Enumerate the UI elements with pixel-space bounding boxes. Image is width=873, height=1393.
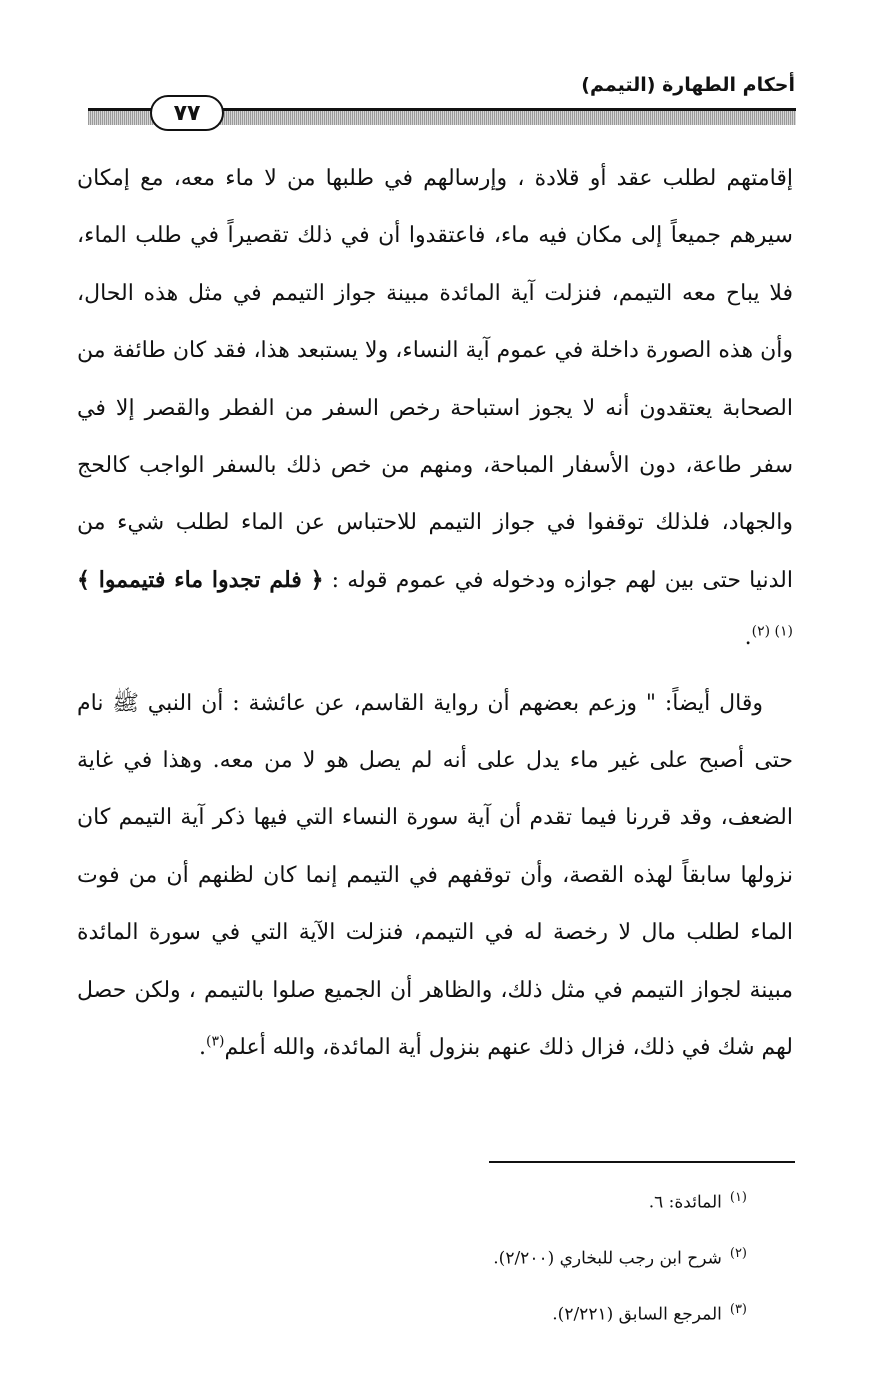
body-text [77, 150, 793, 1077]
footnotes [147, 1180, 747, 1348]
paragraph-2-text: وقال أيضاً: " وزعم بعضهم أن رواية القاسم، عن عائشة : أن النبي ﷺ نام حتى أصبح على غير ماء يدل على أنه لم يصل هو لا من معه. وهذا في غاية الضعف، وقد قررنا فيما تقدم أن آية سورة النساء التي فيها ذكر آية التيمم كان نزولها سابقاً لهذه القصة، وأن توقفهم في التيمم إنما كان لظنهم أن من فوت الماء لطلب مال لا رخصة له في التيمم، فنزلت الآية التي في سورة المائدة مبينة لجواز التيمم في مثل ذلك، والظاهر أن الجميع صلوا بالتيمم ، ولكن حصل لهم شك في ذلك، فزال ذلك عنهم بنزول أية المائدة، والله أعلم [77, 690, 794, 1061]
footnote-2-marker: (٢) [729, 1246, 747, 1261]
footnote-2 [147, 1236, 747, 1292]
footnote-1 [147, 1180, 747, 1236]
footnote-refs-1-2: (١) (٢) [751, 623, 793, 640]
running-title: أحكام الطهارة (التيمم) [581, 74, 795, 96]
paragraph-1-end: . [744, 625, 752, 651]
footnote-3-marker: (٣) [729, 1302, 747, 1317]
footnote-3-text: المرجع السابق (٢/٢٢١). [552, 1304, 722, 1325]
footnote-2-text: شرح ابن رجب للبخاري (٢/٢٠٠). [493, 1248, 722, 1269]
paragraph-1 [77, 150, 793, 667]
paragraph-2-end: . [199, 1035, 207, 1061]
paragraph-2 [77, 675, 793, 1077]
page-number: ٧٧ [150, 95, 224, 131]
footnote-ref-3: (٣) [206, 1033, 225, 1050]
footnote-1-text: المائدة: ٦. [648, 1192, 722, 1213]
quran-verse: ﴿ فلم تجدوا ماء فتيمموا ﴾ [77, 566, 324, 593]
footnote-1-marker: (١) [729, 1190, 747, 1205]
footnote-separator [489, 1161, 795, 1163]
paragraph-1-text: إقامتهم لطلب عقد أو قلادة ، وإرسالهم في طلبها من لا ماء معه، مع إمكان سيرهم جميعاً إلى مكان فيه ماء، فاعتقدوا أن في ذلك تقصيراً في طلب الماء، فلا يباح معه التيمم، فنزلت آية المائدة مبينة جواز التيمم في مثل هذه الحال، وأن هذه الصورة داخلة في عموم آية النساء، ولا يستبعد هذا، فقد كان طائفة من الصحابة يعتقدون أنه لا يجوز استباحة رخص السفر من الفطر والقصر إلا في سفر طاعة، دون الأسفار المباحة، ومنهم من خص ذلك بالسفر الواجب كالحج والجهاد، فلذلك توقفوا في جواز التيمم للاحتباس عن الماء لطلب شيء من الدنيا حتى بين لهم جوازه ودخوله في عموم قوله : [77, 166, 793, 593]
footnote-3 [147, 1292, 747, 1348]
